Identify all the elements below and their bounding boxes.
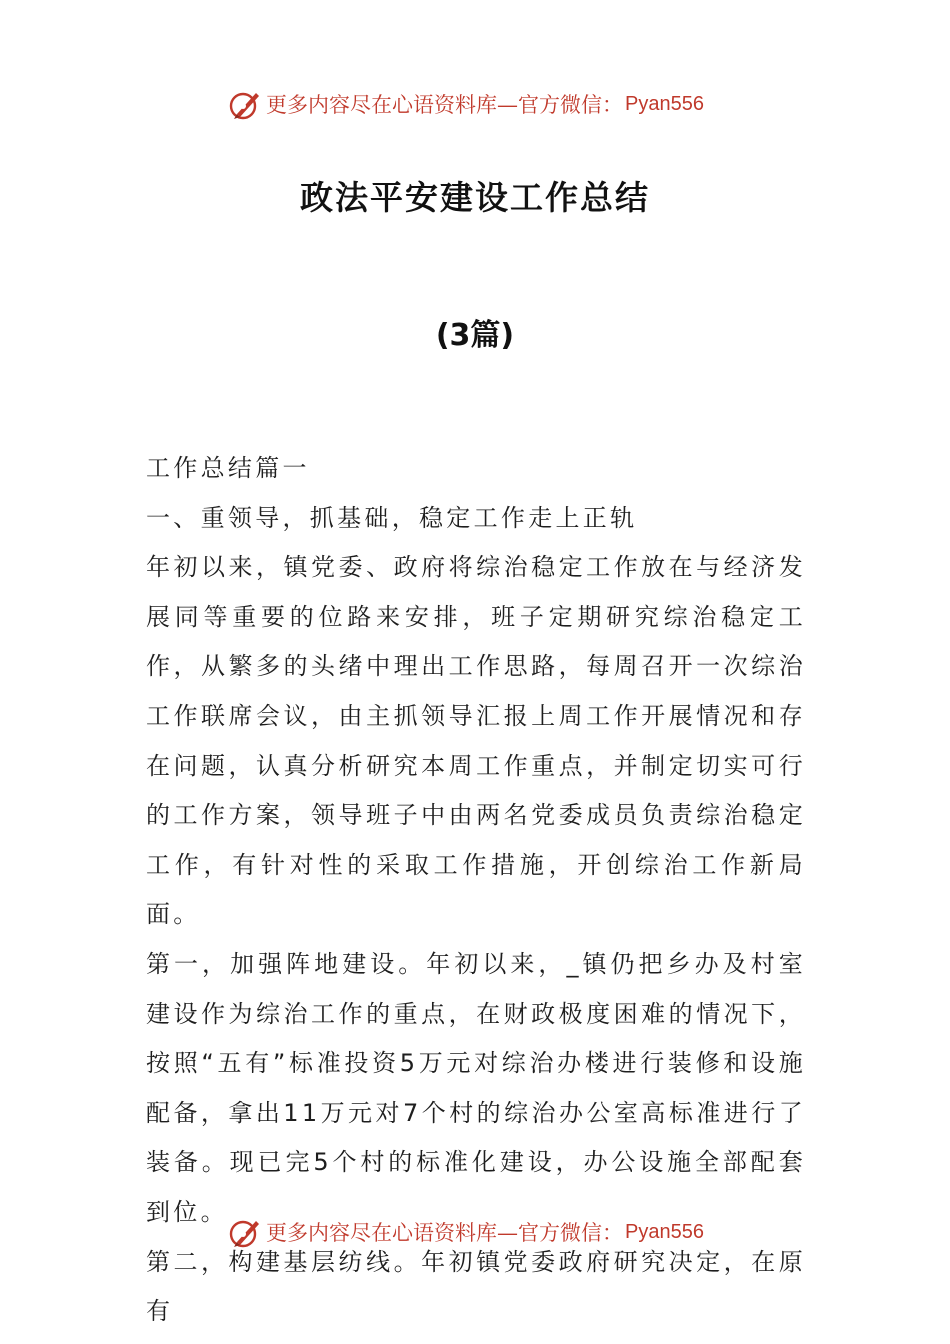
document-body <box>146 444 806 1337</box>
document-subtitle: (3篇) <box>435 318 515 353</box>
pen-circle-icon <box>228 87 262 121</box>
body-paragraph: 第二，构建基层纺线。年初镇党委政府研究决定，在原有 <box>146 1247 806 1326</box>
subsection-heading: 一、重领导，抓基础，稳定工作走上正轨 <box>146 503 638 532</box>
pen-circle-icon <box>228 1215 262 1249</box>
section-heading: 工作总结篇一 <box>146 454 310 482</box>
watermark-wechat-id: Pyan556 <box>625 1220 704 1243</box>
watermark-header <box>228 84 748 124</box>
watermark-wechat-id: Pyan556 <box>625 92 704 115</box>
body-paragraph: 第一，加强阵地建设。年初以来，_镇仍把乡办及村室建设作为综治工作的重点，在财政极度困难的情况下，按照“五有”标准投资5万元对综治办楼进行装修和设施配备，拿出11万元对7个村的综治办公室高标准进行了装备。现已完5个村的标准化建设，办公设施全部配套到位。 <box>146 949 806 1226</box>
body-paragraph: 年初以来，镇党委、政府将综治稳定工作放在与经济发展同等重要的位路来安排，班子定期研究综治稳定工作，从繁多的头绪中理出工作思路，每周召开一次综治工作联席会议，由主抓领导汇报上周工作开展情况和存在问题，认真分析研究本周工作重点，并制定切实可行的工作方案，领导班子中由两名党委成员负责综治稳定工作，有针对性的采取工作措施，开创综治工作新局面。 <box>146 553 806 929</box>
watermark-text: 更多内容尽在心语资料库—官方微信： <box>266 1221 623 1245</box>
watermark-footer <box>228 1212 748 1252</box>
document-title: 政法平安建设工作总结 <box>300 178 650 217</box>
watermark-text: 更多内容尽在心语资料库—官方微信： <box>266 93 623 117</box>
